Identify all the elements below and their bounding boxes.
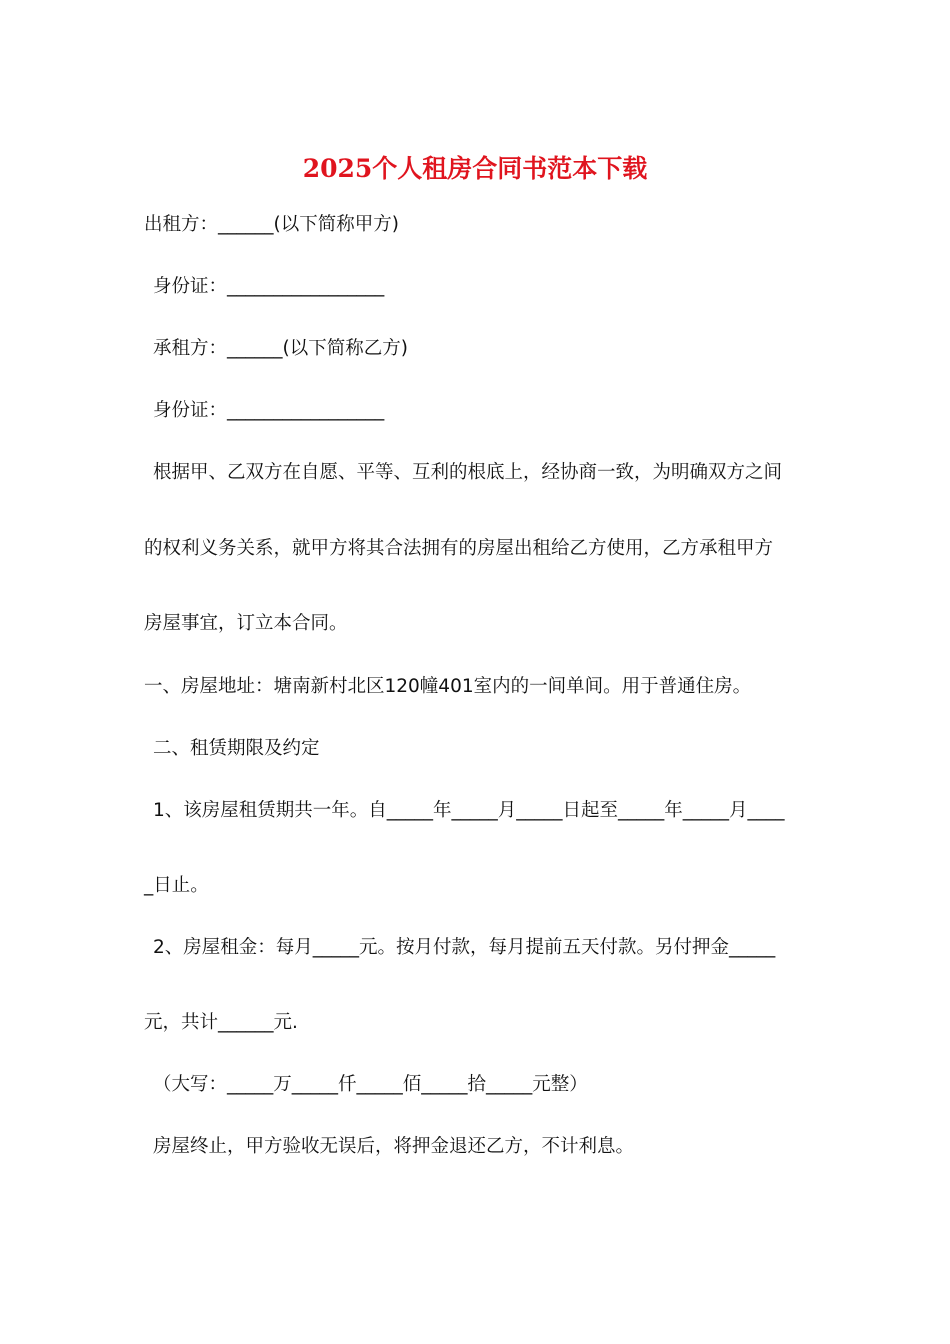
preamble-line-1: 根据甲、乙双方在自愿、平等、互利的根底上，经协商一致，为明确双方之间 [153,462,783,483]
lessee-line: 承租方：______(以下简称乙方) [153,338,408,359]
clause-rent-capital: （大写：_____万_____仟_____佰_____拾_____元整） [153,1074,588,1095]
clause-address: 一、房屋地址：塘南新村北区120幢401室内的一间单间。用于普通住房。 [144,676,752,697]
clause-term-1-line-2: _日止。 [144,875,209,896]
preamble-line-3: 房屋事宜，订立本合同。 [144,613,348,634]
preamble-line-2: 的权利义务关系，就甲方将其合法拥有的房屋出租给乙方使用，乙方承租甲方 [144,538,774,559]
clause-rent-line-2: 元，共计______元. [144,1012,298,1033]
clause-deposit-refund: 房屋终止，甲方验收无误后，将押金退还乙方，不计利息。 [153,1136,635,1157]
lessee-id-line: 身份证：_________________ [153,400,385,421]
lessor-id-line: 身份证：_________________ [153,276,385,297]
document-title: 2025个人租房合同书范本下载 [302,154,648,183]
clause-term-1-line-1: 1、该房屋租赁期共一年。自_____年_____月_____日起至_____年_____月____ [153,800,785,821]
clause-term-heading: 二、租赁期限及约定 [153,738,320,759]
clause-rent-line-1: 2、房屋租金：每月_____元。按月付款，每月提前五天付款。另付押金_____ [153,937,776,958]
lessor-line: 出租方：______(以下简称甲方) [144,214,399,235]
